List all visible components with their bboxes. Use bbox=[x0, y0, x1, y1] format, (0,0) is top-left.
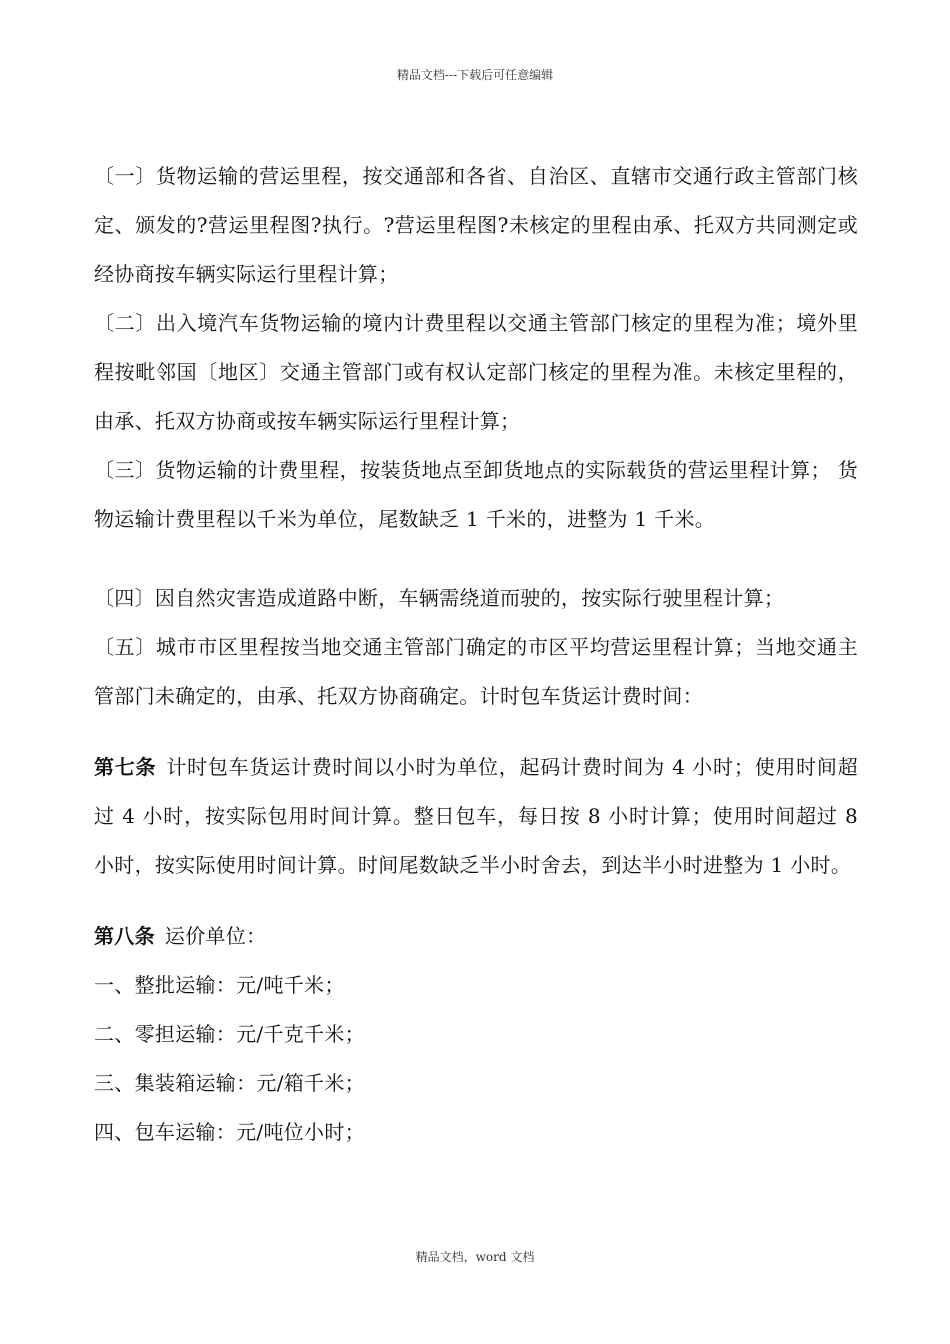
list-item: 一、整批运输：元/吨千米； bbox=[94, 973, 345, 997]
article-8-text: 运价单位： bbox=[164, 924, 267, 948]
paragraph-3: 〔三〕货物运输的计费里程，按装货地点至卸货地点的实际载货的营运里程计算； 货物运输计费里程以千米为单位，尾数缺乏 1 千米的，进整为 1 千米。 bbox=[94, 458, 858, 531]
paragraph-2: 〔二〕出入境汽车货物运输的境内计费里程以交通主管部门核定的里程为准；境外里程按毗邻国〔地区〕交通主管部门或有权认定部门核定的里程为准。未核定里程的，由承、托双方协商或按车辆实际运行里程计算； bbox=[94, 311, 858, 433]
paragraph-1: 〔一〕货物运输的营运里程，按交通部和各省、自治区、直辖市交通行政主管部门核定、颁发的?营运里程图?执行。?营运里程图?未核定的里程由承、托双方共同测定或经协商按车辆实际运行里程计算； bbox=[94, 164, 858, 286]
article-8-title: 第八条 bbox=[94, 924, 155, 948]
article-7 bbox=[94, 743, 858, 890]
page-footer: 精品文档，word 文档 bbox=[415, 1250, 535, 1264]
paragraph-5: 〔五〕城市市区里程按当地交通主管部门确定的市区平均营运里程计算；当地交通主管部门未确定的，由承、托双方协商确定。计时包车货运计费时间： bbox=[94, 635, 858, 708]
list-item: 四、包车运输：元/吨位小时； bbox=[94, 1120, 365, 1144]
article-7-title: 第七条 bbox=[94, 755, 157, 779]
article-7-text: 计时包车货运计费时间以小时为单位，起码计费时间为 4 小时；使用时间超过 4 小时，按实际包用时间计算。整日包车，每日按 8 小时计算；使用时间超过 8 小时，按实际使用时间计算。时间尾数缺乏半小时舍去，到达半小时进整为 1 小时。 bbox=[94, 755, 858, 877]
document-body bbox=[94, 152, 858, 1157]
article-8 bbox=[94, 912, 858, 961]
list-item: 三、集装箱运输：元/箱千米； bbox=[94, 1071, 365, 1095]
paragraph-4: 〔四〕因自然灾害造成道路中断，车辆需绕道而驶的，按实际行驶里程计算； bbox=[94, 586, 785, 610]
list-item: 二、零担运输：元/千克千米； bbox=[94, 1022, 365, 1046]
page-header: 精品文档---下载后可任意编辑 bbox=[396, 68, 554, 82]
